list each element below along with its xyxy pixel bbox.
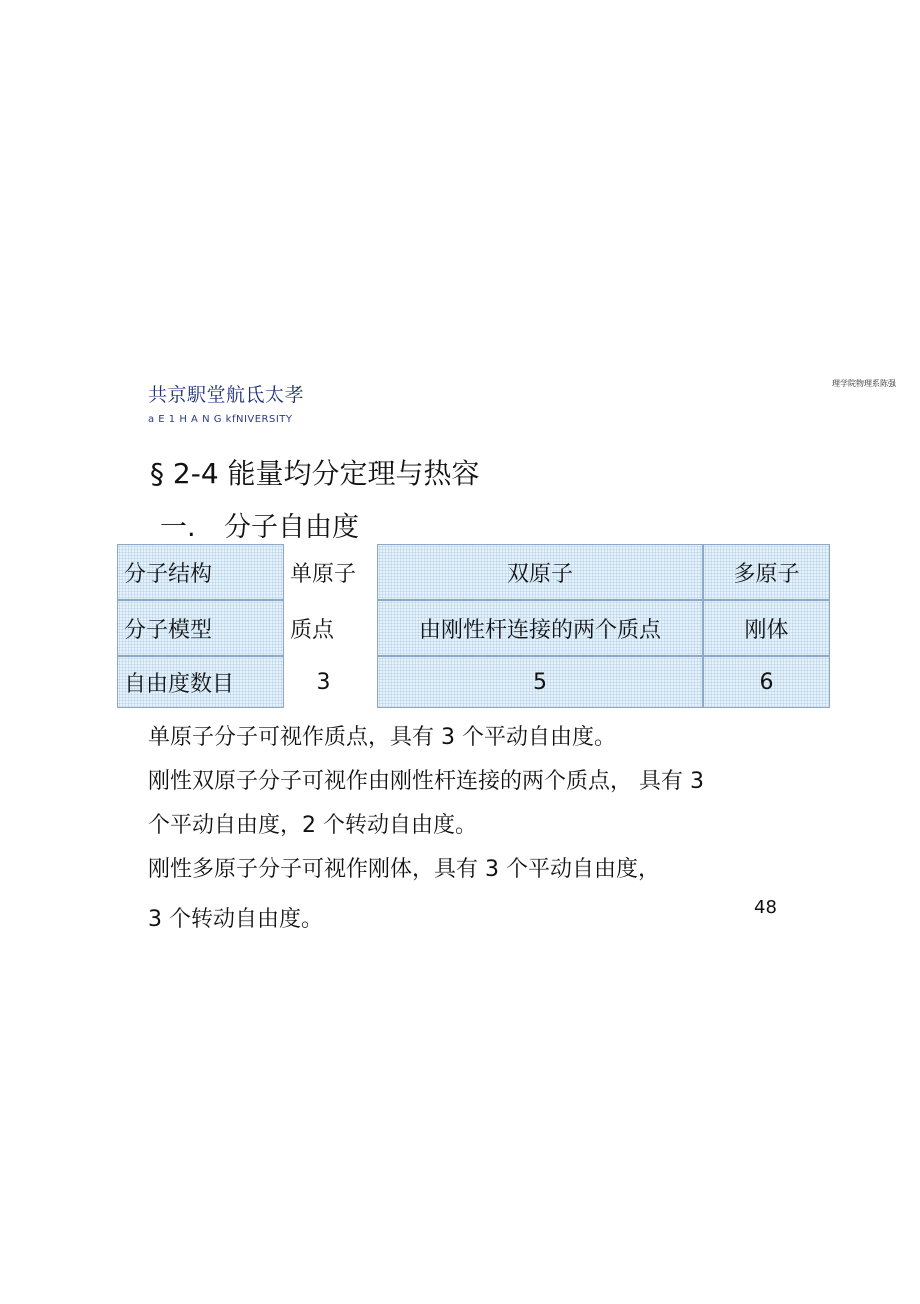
table-header-diatomic: 双原子 xyxy=(377,544,703,600)
table-cell-model-polyatomic: 刚体 xyxy=(703,600,830,656)
table-cell-dof-monatomic: 3 xyxy=(284,656,377,708)
page-number: 48 xyxy=(754,897,777,918)
university-logo-english: a E 1 H A N G kfNIVERSITY xyxy=(148,414,293,425)
table-header-polyatomic: 多原子 xyxy=(703,544,830,600)
university-logo-chinese: 共京駅堂航氐太孝 xyxy=(148,384,305,406)
paragraph-line-5: 3 个转动自由度。 xyxy=(148,907,323,932)
subsection-title: 分子自由度 xyxy=(224,512,359,543)
table-cell-model-diatomic: 由刚性杆连接的两个质点 xyxy=(377,600,703,656)
paragraph-line-1: 单原子分子可视作质点，具有 3 个平动自由度。 xyxy=(148,725,616,750)
department-label: 理学院物理系陈强 xyxy=(832,379,896,388)
table-cell-model-monatomic: 质点 xyxy=(284,600,377,656)
paragraph-line-3: 个平动自由度，2 个转动自由度。 xyxy=(148,813,477,838)
paragraph-line-4: 刚性多原子分子可视作刚体，具有 3 个平动自由度， xyxy=(148,857,660,882)
subsection-number: 一. xyxy=(160,512,196,543)
table-cell-dof-label: 自由度数目 xyxy=(117,656,284,708)
table-cell-dof-diatomic: 5 xyxy=(377,656,703,708)
paragraph-line-2: 刚性双原子分子可视作由刚性杆连接的两个质点， 具有 3 xyxy=(148,769,704,794)
table-header-monatomic: 单原子 xyxy=(284,544,377,600)
table-header-structure: 分子结构 xyxy=(117,544,284,600)
section-title: § 2-4 能量均分定理与热容 xyxy=(150,457,480,490)
table-cell-dof-polyatomic: 6 xyxy=(703,656,830,708)
subsection-heading xyxy=(160,505,359,544)
table-cell-model-label: 分子模型 xyxy=(117,600,284,656)
